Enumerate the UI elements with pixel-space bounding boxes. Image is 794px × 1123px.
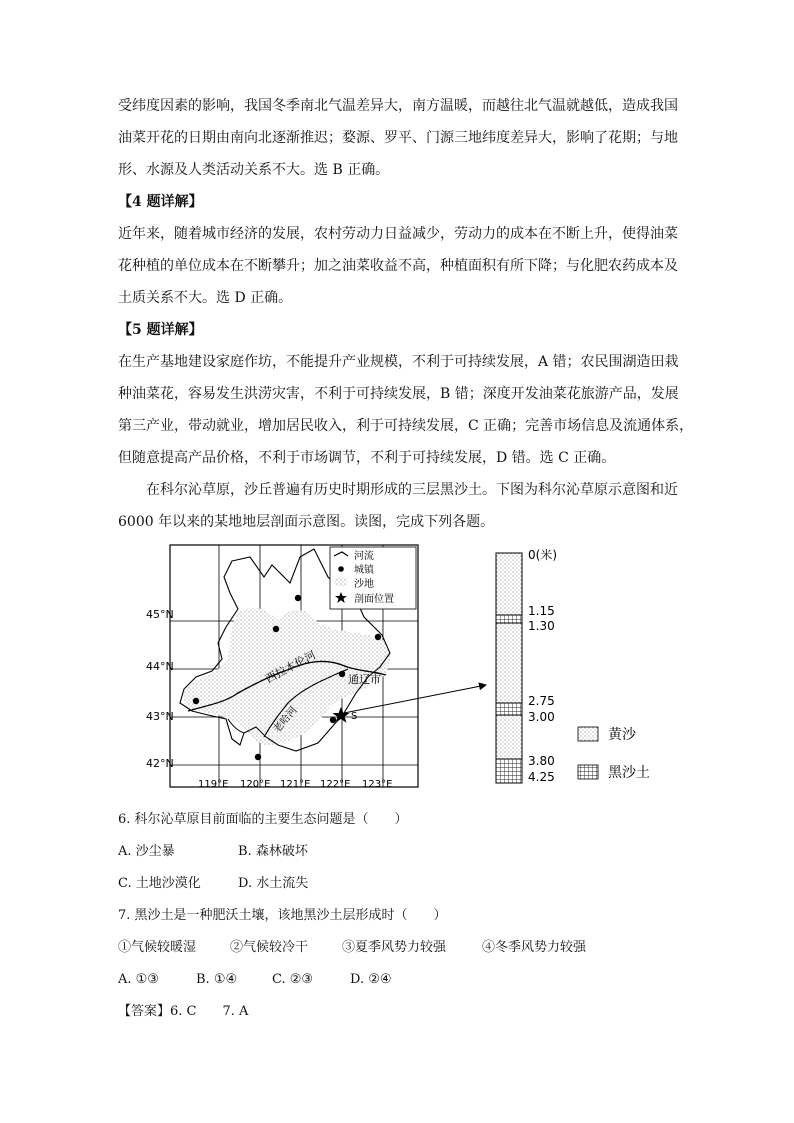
town-marker: [295, 595, 301, 601]
question-7-items: [118, 932, 586, 964]
river-label-xilamulun: 西拉木伦河: [263, 648, 318, 686]
profile-legend: [578, 727, 650, 781]
question-7: 7. 黑沙土是一种肥沃土壤，该地黑沙土层形成时（ ）: [118, 908, 447, 923]
legend-sand-symbol: [335, 578, 347, 586]
answer: 【答案】6. C 7. A: [118, 1004, 249, 1019]
text-line: 在生产基地建设家庭作坊，不能提升产业规模，不利于可持续发展，A 错；农民围湖造田栽: [118, 354, 679, 370]
questions: [118, 804, 586, 1028]
layer-black-sandy-soil: [496, 615, 522, 623]
legend-profile: 剖面位置: [354, 594, 394, 605]
depth-label: 0(米): [528, 548, 557, 562]
layer-yellow-sand: [496, 623, 522, 703]
option-b: B. ①④: [196, 972, 238, 987]
lon-label: 120°E: [240, 779, 271, 790]
city-label-tongliao: 通辽市: [348, 673, 381, 686]
text-line: 近年来，随着城市经济的发展，农村劳动力日益减少，劳动力的成本在不断上升，使得油菜: [118, 226, 678, 242]
explanation-3: [118, 90, 698, 538]
option-c: C. ②③: [272, 972, 314, 987]
depth-label: 1.30: [528, 619, 555, 633]
town-marker: [273, 626, 279, 632]
town-marker: [193, 698, 199, 704]
lat-label: 45°N: [146, 608, 174, 621]
depth-label: 2.75: [528, 694, 555, 708]
stratigraphic-column: [496, 553, 522, 783]
text-line: 形、水源及人类活动关系不大。选 B 正确。: [118, 162, 390, 178]
question-7-options: [118, 964, 586, 996]
layer-black-sandy-soil: [496, 759, 522, 783]
depth-label: 1.15: [528, 604, 555, 618]
town-marker: [375, 634, 381, 640]
lon-label: 123°E: [362, 779, 393, 790]
legend-town: 城镇: [354, 565, 374, 576]
town-marker: [255, 754, 261, 760]
intro-line: 在科尔沁草原，沙丘普遍有历史时期形成的三层黑沙土。下图为科尔沁草原示意图和近: [146, 482, 678, 498]
legend-town-symbol: [338, 566, 344, 572]
depth-label: 3.00: [528, 710, 555, 724]
map: [170, 545, 418, 787]
river-label-laoha: 老哈河: [271, 704, 300, 735]
legend-river: 河流: [354, 551, 374, 562]
figure-svg: [146, 543, 688, 793]
question-6-options-row2: [118, 868, 586, 900]
lon-label: 122°E: [320, 779, 351, 790]
legend-sand: 沙地: [354, 579, 374, 590]
text-line: 土质关系不大。选 D 正确。: [118, 290, 293, 306]
text-line: 第三产业，带动就业，增加居民收入，利于可持续发展，C 正确；完善市场信息及流通体系，: [118, 418, 694, 434]
text-line: 油菜开花的日期由南向北逐渐推迟；婺源、罗平、门源三地纬度差异大，影响了花期；与地: [118, 130, 678, 146]
option-d: D. 水土流失: [238, 876, 309, 891]
layer-yellow-sand: [496, 553, 522, 615]
legend-yellow-sand: 黄沙: [608, 727, 636, 743]
lat-label: 44°N: [146, 660, 174, 673]
text-line: 但随意提高产品价格，不利于市场调节，不利于可持续发展，D 错。选 C 正确。: [118, 450, 616, 466]
heading-q4-detail: 【4 题详解】: [118, 194, 203, 210]
profile-marker-label: S: [351, 711, 358, 722]
town-marker-tongliao: [339, 671, 345, 677]
heading-q5-detail: 【5 题详解】: [118, 322, 203, 338]
depth-label: 3.80: [528, 754, 555, 768]
legend-black-sandy-soil-swatch: [578, 765, 598, 779]
question-6: 6. 科尔沁草原目前面临的主要生态问题是（ ）: [118, 812, 408, 827]
layer-yellow-sand: [496, 715, 522, 759]
town-marker: [330, 717, 336, 723]
item-4: ④冬季风势力较强: [482, 940, 587, 955]
item-2: ②气候较冷干: [230, 940, 309, 955]
legend-black-sandy-soil: 黑沙土: [608, 765, 650, 781]
layer-black-sandy-soil: [496, 703, 522, 715]
lat-label: 42°N: [146, 757, 174, 770]
option-a: A. ①③: [118, 972, 159, 987]
text-line: 花种植的单位成本在不断攀升；加之油菜收益不高，种植面积有所下降；与化肥农药成本及: [118, 258, 678, 274]
text-line: 受纬度因素的影响，我国冬季南北气温差异大，南方温暖，而越往北气温就越低，造成我国: [118, 98, 678, 114]
item-1: ①气候较暖湿: [118, 940, 197, 955]
lon-label: 119°E: [198, 779, 229, 790]
option-b: B. 森林破坏: [238, 844, 308, 859]
depth-label: 4.25: [528, 770, 555, 784]
figure: [146, 543, 688, 793]
intro-line: 6000 年以来的某地地层剖面示意图。读图，完成下列各题。: [118, 514, 495, 530]
map-legend: [330, 547, 416, 609]
legend-yellow-sand-swatch: [578, 727, 598, 741]
option-a: A. 沙尘暴: [118, 844, 175, 859]
lat-label: 43°N: [146, 710, 174, 723]
item-3: ③夏季风势力较强: [342, 940, 447, 955]
option-c: C. 土地沙漠化: [118, 876, 201, 891]
option-d: D. ②④: [350, 972, 392, 987]
text-line: 种油菜花，容易发生洪涝灾害，不利于可持续发展，B 错；深度开发油菜花旅游产品，发展: [118, 386, 679, 402]
question-6-options-row1: [118, 836, 586, 868]
lon-label: 121°E: [280, 779, 311, 790]
